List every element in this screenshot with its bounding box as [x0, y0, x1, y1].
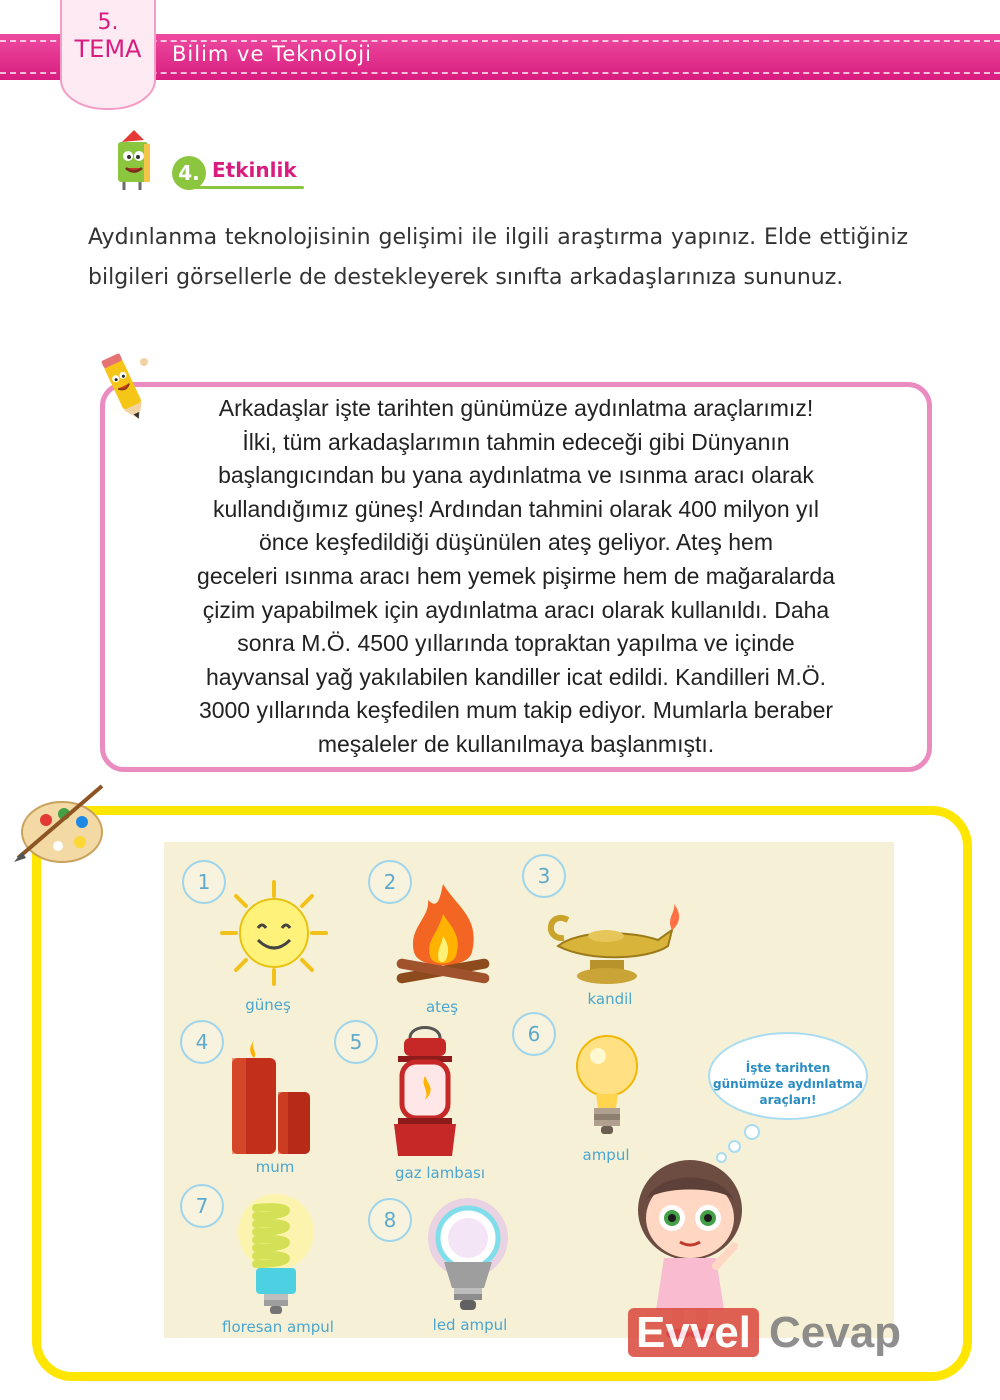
- item-number: 2: [368, 860, 412, 904]
- info-text: [136, 392, 896, 762]
- activity-underline: [186, 186, 304, 189]
- light-bulb-icon: [574, 1032, 640, 1138]
- item-caption: kandil: [587, 990, 633, 1008]
- book-mascot-icon: [104, 128, 164, 192]
- item-caption: mum: [255, 1158, 295, 1176]
- item-caption: led ampul: [432, 1316, 508, 1334]
- tema-tab: [60, 0, 156, 110]
- activity-label: Etkinlik: [212, 158, 297, 182]
- info-line: çizim yapabilmek için aydınlatma aracı olarak kullanıldı. Daha: [202, 596, 830, 623]
- item-caption: gaz lambası: [394, 1164, 486, 1182]
- theme-title: Bilim ve Teknoloji: [172, 42, 372, 66]
- thought-dot: [744, 1124, 760, 1140]
- candles-icon: [224, 1036, 316, 1156]
- sun-icon: [214, 878, 334, 988]
- info-line: hayvansal yağ yakılabilen kandiller icat edildi. Kandilleri M.Ö.: [205, 663, 827, 690]
- info-line: kullandığımız güneş! Ardından tahmini olarak 400 milyon yıl: [213, 495, 819, 522]
- thought-bubble: İşte tarihten günümüze aydınlatma araçları!: [708, 1032, 868, 1120]
- tema-number: 5.: [97, 10, 119, 35]
- item-number: 6: [512, 1012, 556, 1056]
- info-line: sonra M.Ö. 4500 yıllarında topraktan yapılma ve içinde: [237, 630, 795, 657]
- watermark-part2: Cevap: [768, 1308, 902, 1357]
- watermark-logo: [628, 1308, 901, 1358]
- item-number: 5: [334, 1020, 378, 1064]
- info-line: 3000 yıllarında keşfedilen mum takip ediyor. Mumlarla beraber: [198, 697, 834, 724]
- gas-lamp-icon: [380, 1024, 470, 1160]
- tema-label: TEMA: [74, 35, 142, 63]
- item-number: 7: [180, 1184, 224, 1228]
- fire-icon: [388, 878, 498, 990]
- info-line: meşaleler de kullanılmaya başlanmıştı.: [317, 730, 715, 757]
- item-number: 1: [182, 860, 226, 904]
- item-caption: ampul: [582, 1146, 630, 1164]
- watermark-part1: Evvel: [628, 1308, 759, 1357]
- item-caption: ateş: [425, 998, 459, 1016]
- fluorescent-bulb-icon: [234, 1190, 318, 1316]
- item-number: 3: [522, 854, 566, 898]
- info-line: geceleri ısınma aracı hem yemek pişirme hem de mağaralarda: [197, 562, 835, 589]
- item-number: 8: [368, 1198, 412, 1242]
- info-line: başlangıcından bu yana aydınlatma ve ısınma aracı olarak: [218, 462, 814, 489]
- info-line: İlki, tüm arkadaşlarımın tahmin edeceği gibi Dünyanın: [242, 428, 790, 455]
- oil-lamp-icon: [538, 900, 684, 988]
- info-line: Arkadaşlar işte tarihten günümüze aydınlatma araçlarımız!: [218, 395, 814, 421]
- item-caption: güneş: [245, 996, 291, 1014]
- activity-number: 4.: [172, 156, 206, 190]
- item-number: 4: [180, 1020, 224, 1064]
- paint-palette-icon: [10, 780, 110, 872]
- instruction-paragraph: Aydınlanma teknolojisinin gelişimi ile ilgili araştırma yapınız. Elde ettiğiniz bilgileri görsellerle de destekleyerek sınıfta arkadaşlarınıza sununuz.: [88, 225, 908, 290]
- item-caption: floresan ampul: [222, 1318, 334, 1336]
- led-bulb-icon: [414, 1196, 522, 1316]
- info-line: önce keşfedildiği düşünülen ateş geliyor. Ateş hem: [259, 529, 773, 556]
